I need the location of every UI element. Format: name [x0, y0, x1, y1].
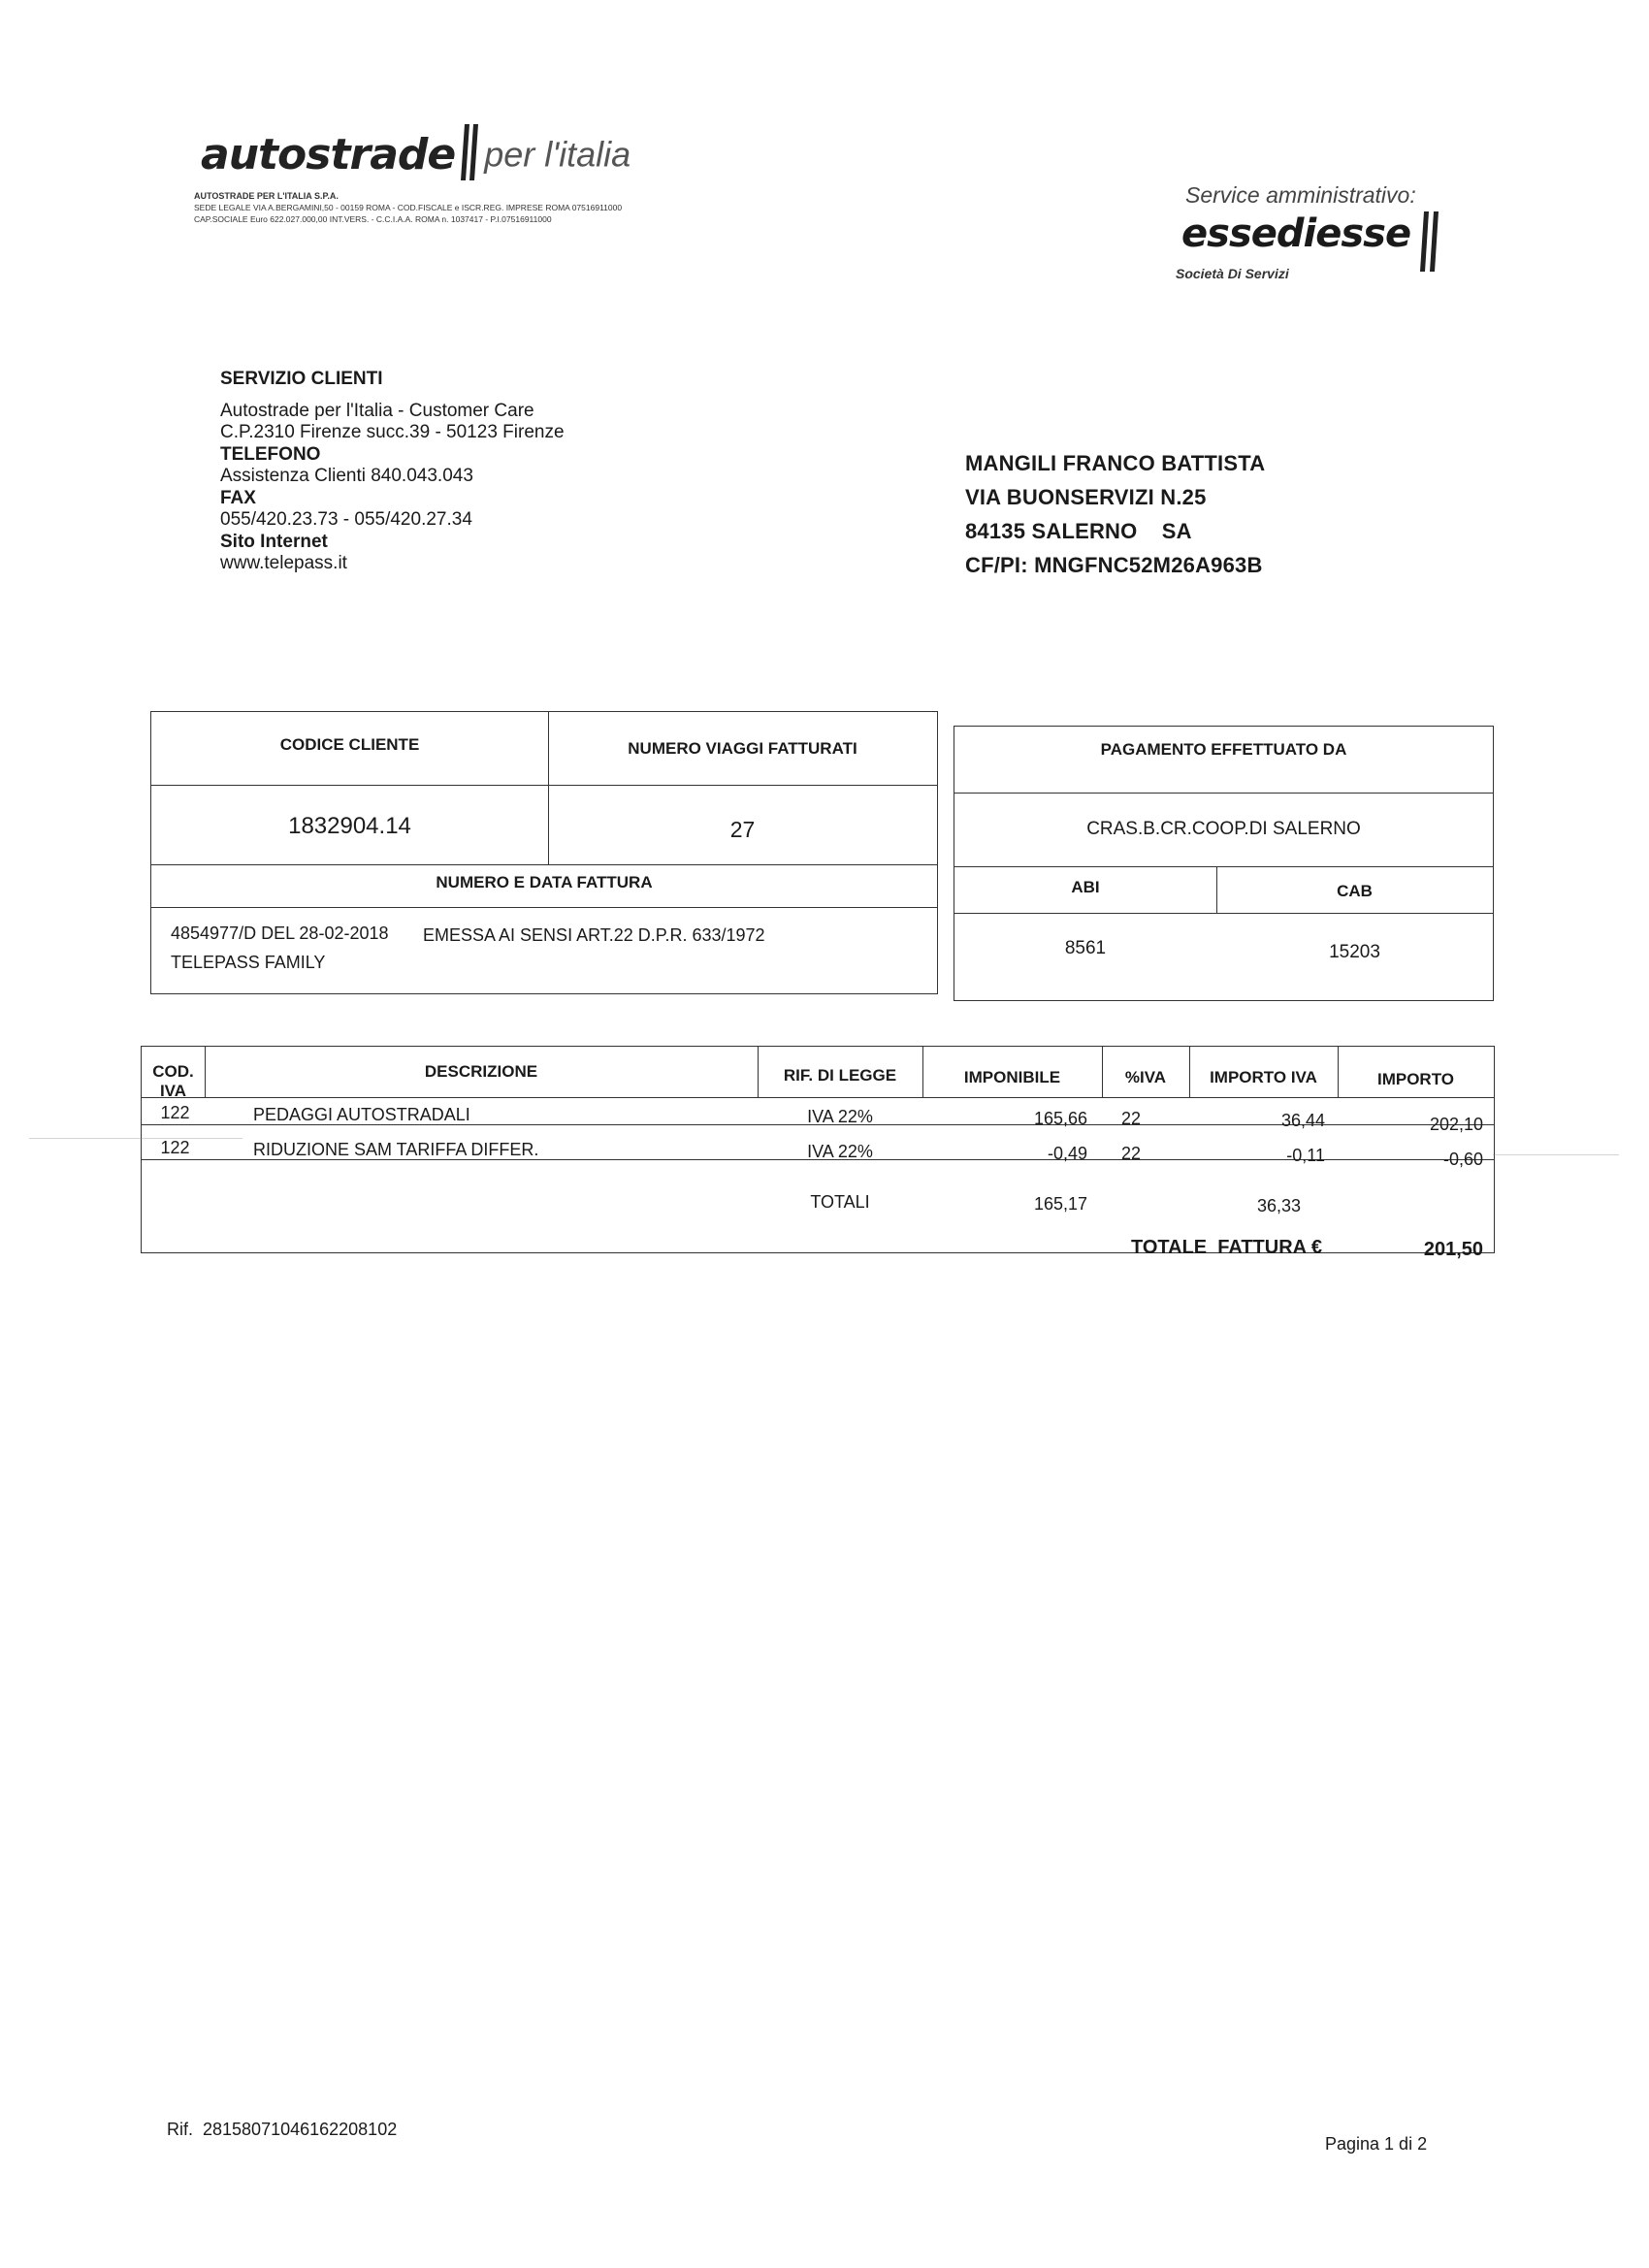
invoice-legal-note: EMESSA AI SENSI ART.22 D.P.R. 633/1972 [423, 925, 765, 945]
legal-company-name: AUTOSTRADE PER L'ITALIA S.P.A. [194, 191, 339, 201]
row-1-importo: 202,10 [1429, 1115, 1483, 1134]
row-2-importo: -0,60 [1442, 1150, 1483, 1169]
col-cod-iva: COD. IVA [152, 1062, 194, 1100]
col-importo: IMPORTO [1376, 1070, 1455, 1088]
payment-bank: CRAS.B.CR.COOP.DI SALERNO [1086, 819, 1361, 839]
col-rif-legge: RIF. DI LEGGE [783, 1066, 897, 1085]
col-importo-iva: IMPORTO IVA [1210, 1068, 1317, 1086]
customer-service-title: SERVIZIO CLIENTI [220, 369, 383, 389]
payment-box [954, 726, 1494, 1001]
grand-total-label: TOTALE FATTURA € [1131, 1237, 1323, 1258]
service-company-name: essediesse [1181, 211, 1411, 256]
website-label: Sito Internet [220, 531, 328, 552]
client-code-label: CODICE CLIENTE [279, 735, 420, 754]
scan-line [29, 1138, 242, 1139]
invoice-summary-box [150, 711, 938, 994]
trips-label: NUMERO VIAGGI FATTURATI [628, 739, 857, 758]
recipient-tax-id: CF/PI: MNGFNC52M26A963B [965, 553, 1263, 577]
payment-label: PAGAMENTO EFFETTUATO DA [1100, 740, 1347, 759]
footer-reference: Rif. 28158071046162208102 [167, 2120, 398, 2139]
row-2-rif: IVA 22% [807, 1142, 873, 1161]
row-2-imponibile: -0,49 [1047, 1144, 1087, 1163]
legal-line-2: CAP.SOCIALE Euro 622.027.000,00 INT.VERS. - C.C.I.A.A. ROMA n. 1037417 - P.I.07516911000 [194, 214, 552, 224]
scan-line [1493, 1154, 1619, 1155]
recipient-address [965, 446, 1265, 582]
col-imponibile: IMPONIBILE [963, 1068, 1061, 1086]
brand-tagline: per l'italia [484, 134, 631, 175]
fax-value: 055/420.23.73 - 055/420.27.34 [220, 509, 472, 530]
legal-line-1: SEDE LEGALE VIA A.BERGAMINI,50 - 00159 ROMA - COD.FISCALE e ISCR.REG. IMPRESE ROMA 07516911000 [194, 203, 623, 212]
customer-service-block [220, 369, 565, 575]
client-code-value: 1832904.14 [288, 813, 411, 839]
row-1-desc: PEDAGGI AUTOSTRADALI [253, 1105, 470, 1124]
abi-value: 8561 [1064, 938, 1107, 958]
double-bar-logo-icon [1416, 211, 1439, 276]
phone-label: TELEFONO [220, 443, 321, 465]
row-1-iva: 36,44 [1280, 1111, 1325, 1130]
phone-value: Assistenza Clienti 840.043.043 [220, 466, 473, 486]
footer-page-number: Pagina 1 di 2 [1325, 2134, 1428, 2154]
fax-label: FAX [220, 487, 256, 508]
autostrade-logo [201, 124, 630, 192]
row-2-iva: -0,11 [1286, 1146, 1325, 1165]
row-2-cod: 122 [160, 1138, 190, 1157]
row-1-imponibile: 165,66 [1033, 1109, 1087, 1128]
double-slash-logo-icon [459, 124, 480, 185]
row-1-perc: 22 [1120, 1109, 1142, 1128]
customer-care-line: Autostrade per l'Italia - Customer Care [220, 400, 534, 421]
totals-label: TOTALI [810, 1192, 870, 1212]
trips-value: 27 [729, 817, 756, 842]
row-2-perc: 22 [1120, 1144, 1142, 1163]
cab-value: 15203 [1329, 942, 1380, 962]
grand-total-value: 201,50 [1423, 1239, 1483, 1260]
invoice-number-value: 4854977/D DEL 28-02-2018 [171, 923, 389, 943]
recipient-name: MANGILI FRANCO BATTISTA [965, 451, 1266, 475]
row-2-desc: RIDUZIONE SAM TARIFFA DIFFER. [253, 1140, 539, 1159]
website-value: www.telepass.it [220, 553, 347, 573]
col-perc-iva: %IVA [1124, 1068, 1167, 1086]
recipient-city: 84135 SALERNO SA [965, 519, 1192, 543]
col-descrizione: DESCRIZIONE [424, 1062, 538, 1081]
customer-care-address: C.P.2310 Firenze succ.39 - 50123 Firenze [220, 422, 565, 442]
recipient-street: VIA BUONSERVIZI N.25 [965, 485, 1207, 509]
row-1-cod: 122 [160, 1103, 190, 1122]
invoice-details-table [141, 1046, 1495, 1260]
invoice-number-label: NUMERO E DATA FATTURA [436, 873, 653, 891]
service-company-subtitle: Società Di Servizi [1176, 266, 1289, 281]
service-name: TELEPASS FAMILY [171, 953, 326, 972]
brand-name: autostrade [201, 130, 456, 179]
totals-imponibile: 165,17 [1033, 1194, 1087, 1214]
service-administrator-label: Service amministrativo: [1185, 182, 1416, 208]
company-legal-info [194, 190, 622, 225]
abi-label: ABI [1071, 878, 1100, 896]
cab-label: CAB [1337, 882, 1373, 900]
row-1-rif: IVA 22% [807, 1107, 873, 1126]
totals-iva: 36,33 [1256, 1196, 1301, 1215]
